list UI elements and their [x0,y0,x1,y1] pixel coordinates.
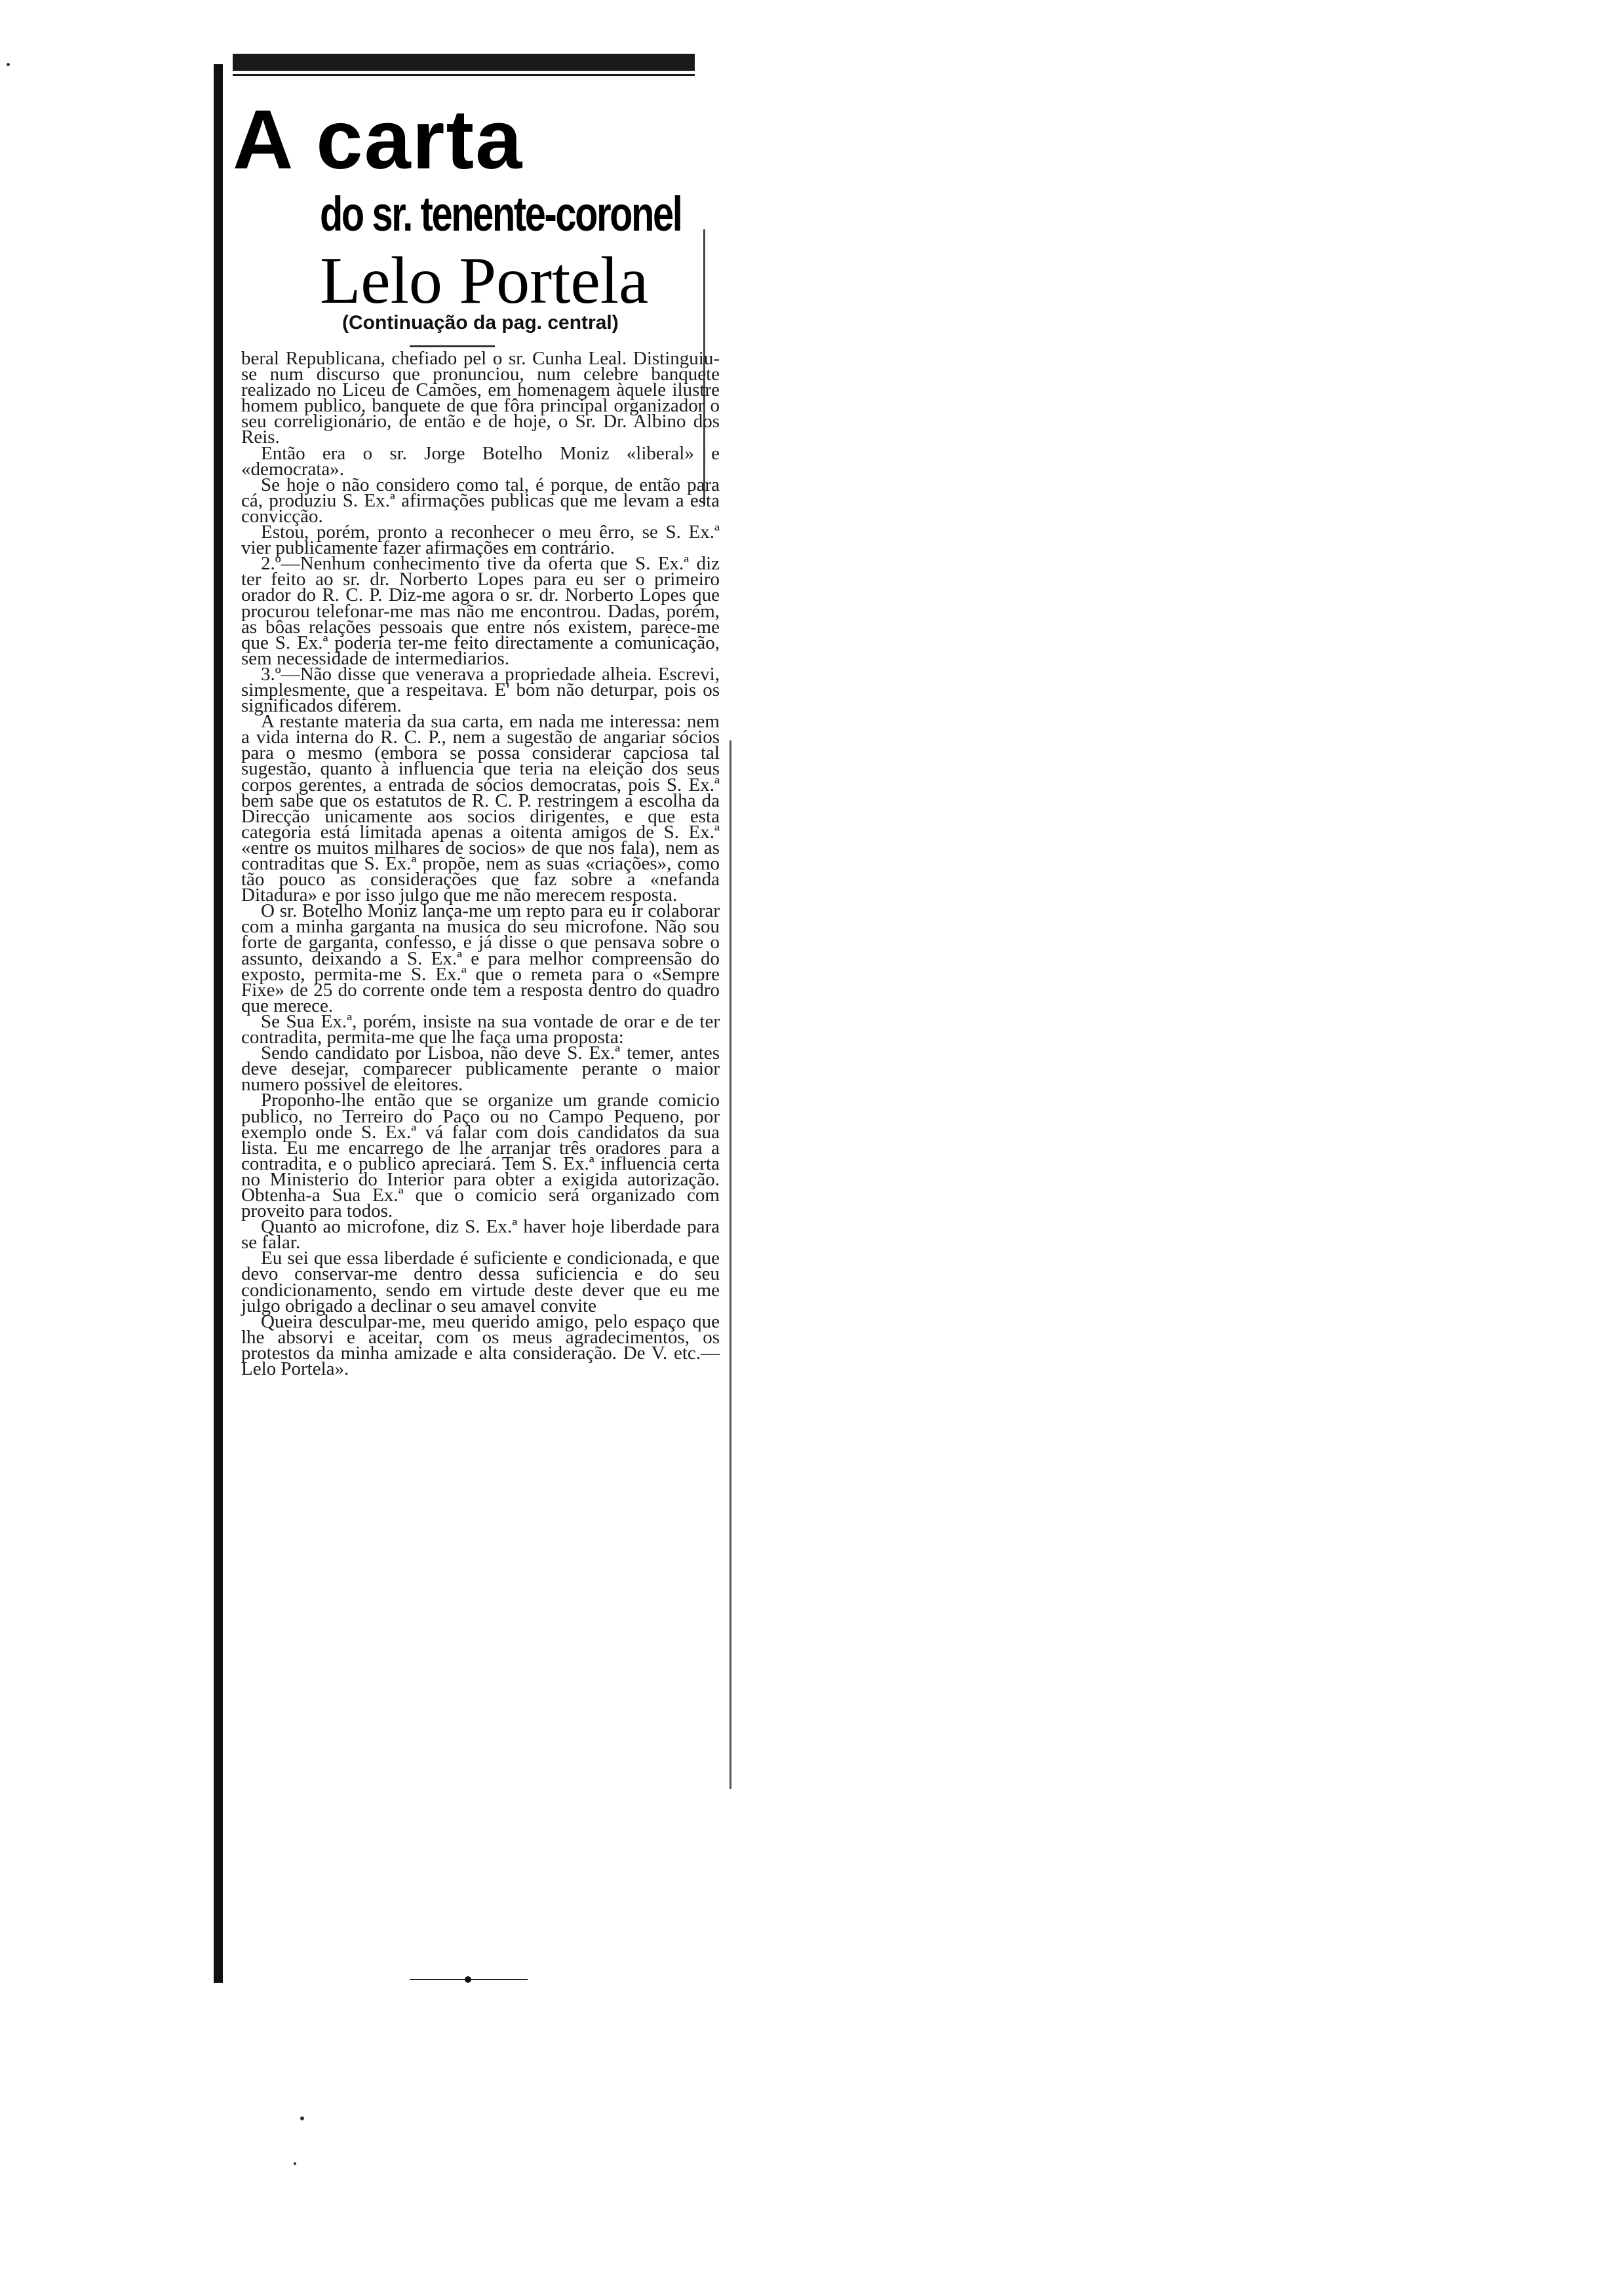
heading-divider [410,345,495,347]
scan-speck [294,2162,296,2165]
column-rule-lower [730,740,731,1789]
paragraph-5: 2.º—Nenhum conhecimento tive da oferta que S. Ex.ª diz ter feito ao sr. dr. Norberto Lopes para eu ser o primeiro orador do R. C. P. Diz-me agora o sr. dr. Norberto Lopes que procurou telefonar-me mas não me encontrou. Dadas, porém, as bôas relações pessoais que entre nós existem, parece-me que S. Ex.ª poderia ter-me feito directamente a comunicação, sem necessidade de intermediarios. [241,553,720,669]
headline: A carta [233,93,524,187]
scan-speck [7,63,10,66]
paragraph-10: Sendo candidato por Lisboa, não deve S. Ex.ª temer, antes deve desejar, comparecer publicamente perante o maior numero possivel de eleitores. [241,1043,720,1096]
paragraph-9: Se Sua Ex.ª, porém, insiste na sua vontade de orar e de ter contradita, permita-me que lhe faça uma proposta: [241,1010,720,1048]
paragraph-12: Quanto ao microfone, diz S. Ex.ª haver hoje liberdade para se falar. [241,1216,720,1253]
top-rule-bar [233,54,695,71]
paragraph-4: Estou, porém, pronto a reconhecer o meu êrro, se S. Ex.ª vier publicamente fazer afirmações em contrário. [241,522,720,559]
continuation-note: (Continuação da pag. central) [342,312,619,334]
article-body [241,348,720,1379]
end-ornament-dot [465,1976,471,1983]
paragraph-2: Então era o sr. Jorge Botelho Moniz «liberal» e «democrata». [241,442,720,480]
paragraph-7: A restante materia da sua carta, em nada me interessa: nem a vida interna do R. C. P., nem a sugestão de angariar sócios para o mesmo (embora se possa considerar capciosa tal sugestão, quanto à influencia que teria na eleição dos seus corpos gerentes, a entrada de sócios democratas, pois S. Ex.ª bem sabe que os estatutos de R. C. P. restringem a escolha da Direcção unicamente aos socios dirigentes, e que esta categoria está limitada apenas a oitenta amigos de S. Ex.ª «entre os muitos milhares de socios» de que nos fala), nem as contraditas que S. Ex.ª propõe, nem as suas «criações», como tão pouco as considerações que faz sobre a «nefanda Ditadura» e por isso julgo que me não merecem resposta. [241,711,720,906]
paragraph-1: beral Republicana, chefiado pel o sr. Cunha Leal. Distinguiu-se num discurso que pronunciou, num celebre banquete realizado no Liceu de Camões, em homenagem àquele ilustre homem publico, banquete de que fôra principal organizador o seu correligionário, de então e de hoje, o Sr. Dr. Albino dos Reis. [241,348,720,448]
paragraph-8: O sr. Botelho Moniz lança-me um repto para eu ir colaborar com a minha garganta na musica do seu microfone. Não sou forte de garganta, confesso, e já disse o que pensava sobre o assunto, deixando a S. Ex.ª e para melhor compreensão do exposto, permita-me S. Ex.ª que o remeta para o «Sempre Fixe» de 25 do corrente onde tem a resposta dentro do quadro que merece. [241,900,720,1016]
top-rule-line [233,74,695,76]
margin-rule [214,64,223,1983]
subhead: do sr. tenente-coronel [320,187,682,241]
end-ornament [410,1976,528,1983]
paragraph-13: Eu sei que essa liberdade é suficiente e condicionada, e que devo conservar-me dentro dessa suficiencia e do seu condicionamento, sendo em virtude deste dever que eu me julgo obrigado a declinar o seu amavel convite [241,1248,720,1316]
scan-speck [300,2116,304,2120]
paragraph-3: Se hoje o não considero como tal, é porque, de então para cá, produziu S. Ex.ª afirmações publicas que me levam a esta convicção. [241,474,720,527]
author-name-heading: Lelo Portela [320,244,649,318]
paragraph-11: Proponho-lhe então que se organize um grande comicio publico, no Terreiro do Paço ou no Campo Pequeno, por exemplo onde S. Ex.ª vá falar com dois candidatos da sua lista. Eu me encarrego de lhe arranjar três oradores para a contradita, e o publico apreciará. Tem S. Ex.ª influencia certa no Ministerio do Interior para obter a exigida autorização. Obtenha-a Sua Ex.ª que o comicio será organizado com proveito para todos. [241,1090,720,1222]
paragraph-6: 3.º—Não disse que venerava a propriedade alheia. Escrevi, simplesmente, que a respeitava. E' bom não deturpar, pois os significados diferem. [241,663,720,717]
paragraph-14: Queira desculpar-me, meu querido amigo, pelo espaço que lhe absorvi e aceitar, com os meus agradecimentos, os protestos da minha amizade e alta consideração. De V. etc.—Lelo Portela». [241,1311,720,1379]
